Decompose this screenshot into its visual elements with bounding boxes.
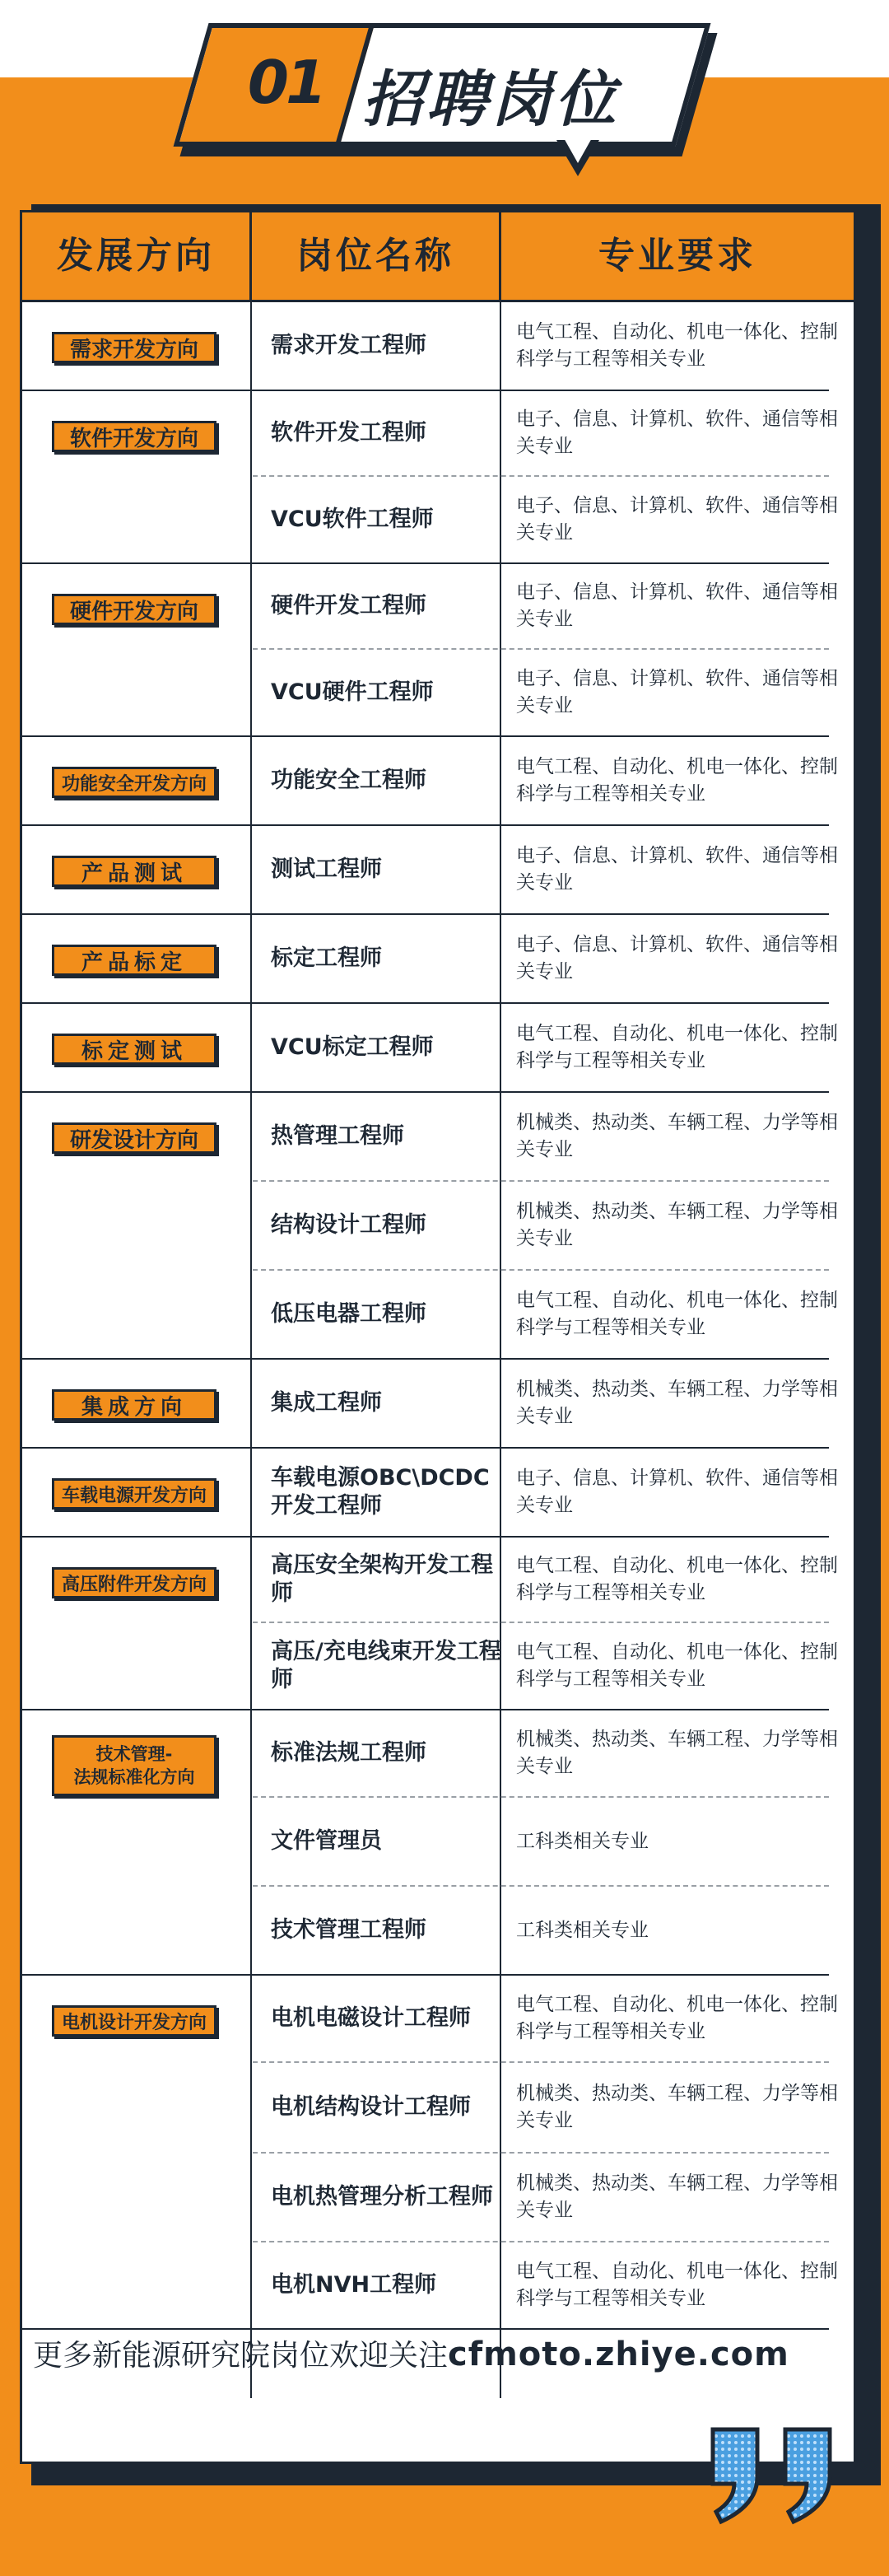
direction-tag: 软件开发方向	[52, 421, 216, 452]
job-name: 集成工程师	[271, 1390, 382, 1416]
direction-tag: 产品标定	[52, 945, 216, 976]
job-requirement: 电气工程、自动化、机电一体化、控制科学与工程等相关专业	[516, 1555, 838, 1603]
job-name: 高压/充电线束开发工程师	[271, 1639, 501, 1692]
direction-tag: 集成方向	[52, 1389, 216, 1421]
job-name: VCU硬件工程师	[271, 679, 434, 705]
direction-tag-line: 法规标准化方向	[73, 1767, 195, 1787]
section-title: 招聘岗位	[362, 64, 619, 135]
header-requirements: 专业要求	[598, 235, 756, 277]
direction-tag: 车载电源开发方向	[52, 1478, 216, 1510]
job-requirement: 机械类、热动类、车辆工程、力学等相关专业	[516, 2083, 838, 2131]
job-requirement: 机械类、热动类、车辆工程、力学等相关专业	[516, 1379, 838, 1427]
table-header	[22, 212, 854, 302]
job-requirement: 电子、信息、计算机、软件、通信等相关专业	[516, 1468, 838, 1516]
job-requirement: 电气工程、自动化、机电一体化、控制科学与工程等相关专业	[516, 1641, 838, 1690]
column-divider-1	[250, 300, 252, 2398]
header-job-name: 岗位名称	[296, 235, 454, 277]
job-name: 高压安全架构开发工程师	[271, 1552, 493, 1606]
job-requirement: 电气工程、自动化、机电一体化、控制科学与工程等相关专业	[516, 321, 838, 370]
job-requirement: 电气工程、自动化、机电一体化、控制科学与工程等相关专业	[516, 2261, 838, 2309]
group-divider	[22, 2328, 829, 2330]
job-requirement: 电气工程、自动化、机电一体化、控制科学与工程等相关专业	[516, 1994, 838, 2042]
job-name: VCU软件工程师	[271, 506, 434, 532]
job-name: 文件管理员	[271, 1828, 382, 1854]
job-name: 结构设计工程师	[271, 1212, 426, 1238]
job-name: 功能安全工程师	[271, 768, 426, 793]
job-name: 标定工程师	[271, 945, 382, 971]
job-requirement: 电子、信息、计算机、软件、通信等相关专业	[516, 495, 838, 544]
quote-mark-icon	[779, 2426, 836, 2525]
job-requirement: 电气工程、自动化、机电一体化、控制科学与工程等相关专业	[516, 756, 838, 805]
footer-note	[33, 2332, 789, 2374]
header-direction: 发展方向	[57, 235, 215, 277]
speech-tail-inner	[563, 137, 593, 163]
job-name: 电机结构设计工程师	[271, 2094, 471, 2120]
job-name: 电机热管理分析工程师	[271, 2184, 493, 2210]
section-number: 01	[247, 48, 324, 117]
job-name: 低压电器工程师	[271, 1301, 426, 1327]
job-requirement: 工科类相关专业	[516, 1919, 649, 1941]
direction-tag: 需求开发方向	[52, 332, 216, 363]
direction-tag: 硬件开发方向	[52, 594, 216, 625]
job-name: 电机NVH工程师	[271, 2272, 437, 2298]
job-requirement: 电子、信息、计算机、软件、通信等相关专业	[516, 845, 838, 894]
job-name: 标准法规工程师	[271, 1740, 426, 1766]
job-requirement: 机械类、热动类、车辆工程、力学等相关专业	[516, 2172, 838, 2221]
direction-tag: 产品测试	[52, 856, 216, 887]
job-table-card	[20, 210, 856, 2464]
job-requirement: 机械类、热动类、车辆工程、力学等相关专业	[516, 1112, 838, 1160]
job-requirement: 电子、信息、计算机、软件、通信等相关专业	[516, 581, 838, 630]
job-name: 软件开发工程师	[271, 420, 426, 446]
direction-tag-line: 技术管理-	[95, 1744, 173, 1764]
job-name: 热管理工程师	[271, 1123, 404, 1149]
job-requirement: 电子、信息、计算机、软件、通信等相关专业	[516, 408, 838, 457]
job-name: 电机电磁设计工程师	[271, 2005, 471, 2031]
footer-text: 更多新能源研究院岗位欢迎关注	[33, 2339, 449, 2373]
job-requirement: 电气工程、自动化、机电一体化、控制科学与工程等相关专业	[516, 1290, 838, 1338]
job-requirement: 电子、信息、计算机、软件、通信等相关专业	[516, 668, 838, 716]
quote-mark-icon	[706, 2426, 764, 2525]
direction-tag: 研发设计方向	[52, 1122, 216, 1154]
job-requirement: 电气工程、自动化、机电一体化、控制科学与工程等相关专业	[516, 1023, 838, 1071]
job-name: VCU标定工程师	[271, 1034, 434, 1060]
job-name: 技术管理工程师	[271, 1917, 426, 1943]
job-requirement: 电子、信息、计算机、软件、通信等相关专业	[516, 934, 838, 982]
direction-tag: 电机设计开发方向	[52, 2005, 216, 2037]
job-name: 硬件开发工程师	[271, 593, 426, 618]
job-requirement: 机械类、热动类、车辆工程、力学等相关专业	[516, 1729, 838, 1777]
footer-url[interactable]: cfmoto.zhiye.com	[448, 2336, 789, 2373]
job-requirement: 工科类相关专业	[516, 1830, 649, 1852]
job-name: 车载电源OBC\DCDC开发工程师	[271, 1465, 490, 1519]
direction-tag: 高压附件开发方向	[52, 1567, 216, 1598]
job-name: 需求开发工程师	[271, 333, 426, 358]
direction-tag	[52, 1735, 216, 1796]
direction-tag: 功能安全开发方向	[52, 767, 216, 798]
job-requirement: 机械类、热动类、车辆工程、力学等相关专业	[516, 1201, 838, 1249]
direction-tag: 标定测试	[52, 1034, 216, 1065]
job-name: 测试工程师	[271, 856, 382, 882]
